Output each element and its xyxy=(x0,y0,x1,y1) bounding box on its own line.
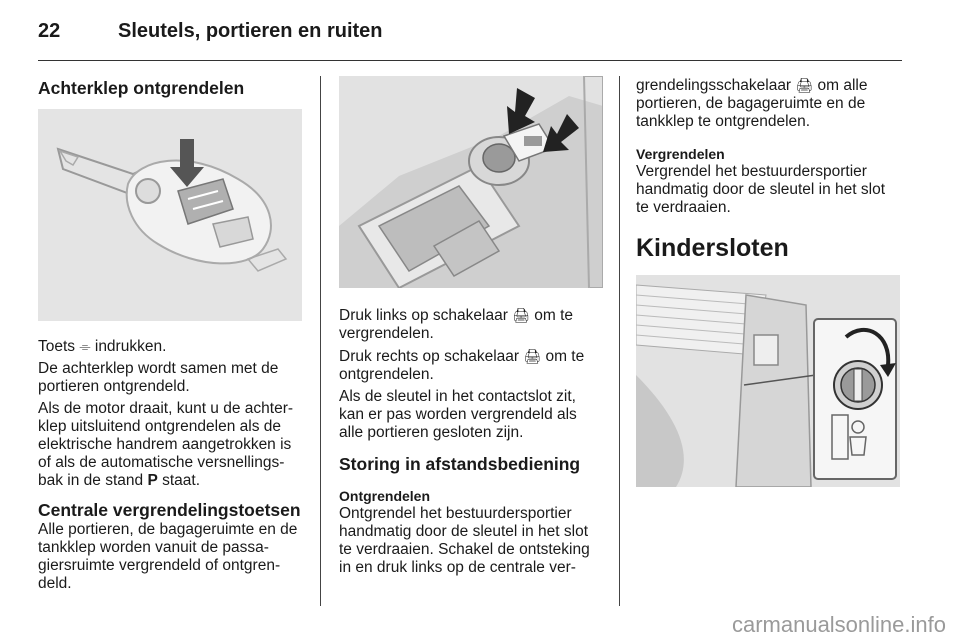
section-heading-central-locking: Centrale vergrendelingstoetsen xyxy=(38,500,301,520)
paragraph-central-locking: Alle portieren, de bagageruimte en de tankklep worden vanuit de passagiersruimte vergrendeld of ontgrendeld. xyxy=(38,521,298,592)
door-switch-illustration xyxy=(339,76,603,288)
subheading-unlock: Ontgrendelen xyxy=(339,488,431,504)
section-heading-child-locks: Kindersloten xyxy=(636,234,789,262)
central-lock-icon: 🖨 xyxy=(523,348,542,364)
key-fob-illustration xyxy=(38,109,302,321)
paragraph-unlock-all: grendelingsschakelaar 🖨 om alle portieren, de bagageruimte en de tankklep te ontgrendelen. xyxy=(636,77,868,130)
section-heading-remote-fault: Storing in afstandsbediening xyxy=(339,454,581,474)
tailgate-icon: ⌯ xyxy=(79,338,91,354)
watermark: carmanualsonline.info xyxy=(731,612,946,637)
door-switch-drawing xyxy=(339,76,603,288)
paragraph-manual-lock: Vergrendel het bestuurdersportier handmatig door de sleutel in het slot te verdraaien. xyxy=(636,163,886,216)
page-title: Sleutels, portieren en ruiten xyxy=(118,20,383,42)
column-1 xyxy=(38,76,304,597)
child-lock-drawing xyxy=(636,275,900,487)
header-rule xyxy=(38,60,902,61)
central-lock-icon: 🖨 xyxy=(512,307,530,323)
central-lock-icon: 🖨 xyxy=(795,77,814,93)
column-3 xyxy=(636,76,902,487)
child-lock-illustration xyxy=(636,275,900,487)
paragraph-manual-unlock: Ontgrendel het bestuurdersportier handmatig door de sleutel in het slot te verdraaien. Schakel de ontsteking in en druk links op de centrale ver- xyxy=(339,505,590,576)
section-heading-tailgate: Achterklep ontgrendelen xyxy=(38,78,245,98)
column-divider-2 xyxy=(619,76,620,606)
subheading-lock: Vergrendelen xyxy=(636,146,725,162)
page-number: 22 xyxy=(38,20,61,42)
key-fob-drawing xyxy=(38,109,302,321)
paragraph-engine-running: Als de motor draait, kunt u de achterklep uitsluitend ontgrendelen als de elektrische handrem aangetrokken is of als de automatische versnellingsbak in de stand P staat. xyxy=(38,400,294,489)
column-2 xyxy=(339,76,605,581)
column-divider-1 xyxy=(320,76,321,606)
paragraph-lock-left: Druk links op schakelaar 🖨 om te vergrendelen. xyxy=(339,307,574,342)
paragraph-key-in-ignition: Als de sleutel in het contactslot zit, kan er pas worden vergrendeld als alle portieren gesloten zijn. xyxy=(339,388,577,441)
page-header xyxy=(38,18,902,64)
paragraph-unlock-right: Druk rechts op schakelaar 🖨 om te ontgrendelen. xyxy=(339,348,585,383)
paragraph-press-button: Toets ⌯ indrukken. xyxy=(38,338,167,355)
paragraph-unlocked-together: De achterklep wordt samen met de portieren ontgrendeld. xyxy=(38,360,279,395)
